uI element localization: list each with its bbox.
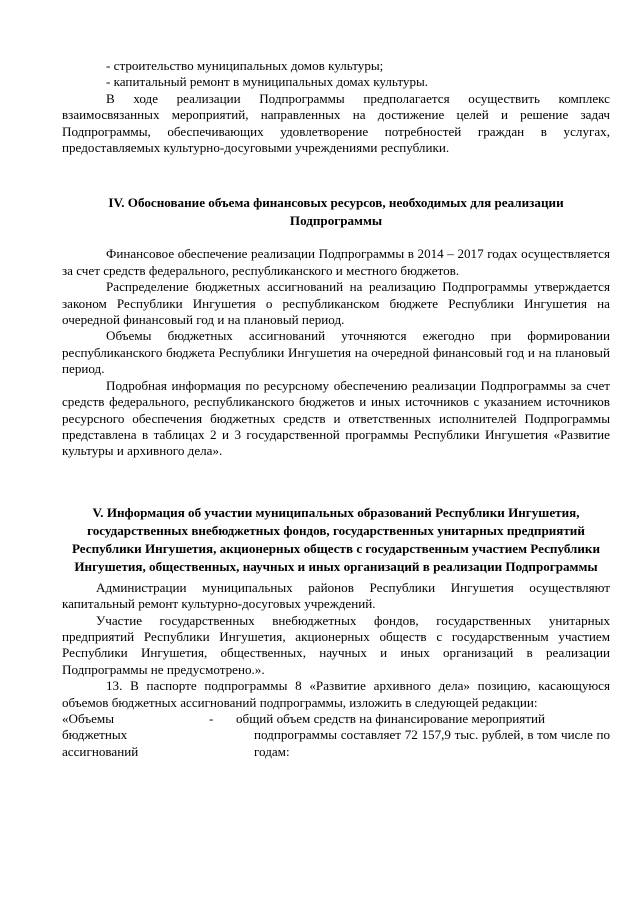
dash-separator: - (209, 710, 214, 726)
paragraph: Администрации муниципальных районов Республики Ингушетия осуществляют капитальный ремонт культурно-досуговых учреждений. (62, 579, 610, 612)
paragraph: 13. В паспорте подпрограммы 8 «Развитие архивного дела» позицию, касающуюся объемов бюджетных ассигнований подпрограммы, изложить в следующей редакции: (62, 678, 610, 710)
paragraph: Участие государственных внебюджетных фондов, государственных унитарных предприятий Республики Ингушетия, акционерных обществ с государственным участием Республики Ингушетия, общественных, научных и иных организаций в реализации Подпрограммы не предусмотрено.». (62, 612, 610, 677)
budget-label-line: ассигнований (62, 743, 139, 759)
paragraph: Распределение бюджетных ассигнований на реализацию Подпрограммы утверждается законом Республики Ингушетия о республиканском бюджете Республики Ингушетия на очередной финансовый год и на плановый период. (62, 279, 610, 328)
section-5-heading: V. Информация об участии муниципальных образований Республики Ингушетия, государственных внебюджетных фондов, государственных унитарных предприятий Республики Ингушетия, акционерных обществ с государственным участием Республики Ингушетия, общественных, научных и иных организаций в реализации Подпрограммы (71, 504, 601, 574)
paragraph: Объемы бюджетных ассигнований уточняются ежегодно при формировании республиканского бюджета Республики Ингушетия на очередной финансовый год и на плановый период. (62, 328, 610, 377)
budget-table-row (62, 711, 610, 760)
paragraph: Подробная информация по ресурсному обеспечению реализации Подпрограммы за счет средств федерального, республиканского бюджетов и иных источников с указанием источников ресурсного обеспечения бюджетных средств и ответственных исполнителей Подпрограммы представлена в таблицах 2 и 3 государственной программы Республики Ингушетия «Развитие культуры и архивного дела». (62, 377, 610, 459)
paragraph: В ходе реализации Подпрограммы предполагается осуществить комплекс взаимосвязанных мероприятий, направленных на достижение целей и решение задач Подпрограммы, обеспечивающих удовлетворение потребностей граждан в услугах, предоставляемых культурно-досуговыми учреждениями республики. (62, 90, 610, 156)
list-item: - строительство муниципальных домов культуры; (106, 58, 384, 73)
budget-value-text: общий объем средств на финансирование мероприятий (236, 710, 546, 726)
section-4-heading: IV. Обоснование объема финансовых ресурсов, необходимых для реализации Подпрограммы (108, 195, 564, 229)
list-item: - капитальный ремонт в муниципальных домах культуры. (106, 74, 429, 90)
budget-label-cell (62, 711, 212, 760)
budget-value-text: подпрограммы составляет 72 157,9 тыс. рублей, в том числе по годам: (254, 727, 610, 759)
budget-value-cell (212, 711, 610, 760)
budget-label-line: бюджетных (62, 727, 128, 743)
paragraph: Финансовое обеспечение реализации Подпрограммы в 2014 – 2017 годах осуществляется за счет средств федерального, республиканского и местного бюджетов. (62, 246, 610, 278)
document-page (62, 58, 610, 760)
budget-label-line: «Объемы (62, 710, 115, 726)
